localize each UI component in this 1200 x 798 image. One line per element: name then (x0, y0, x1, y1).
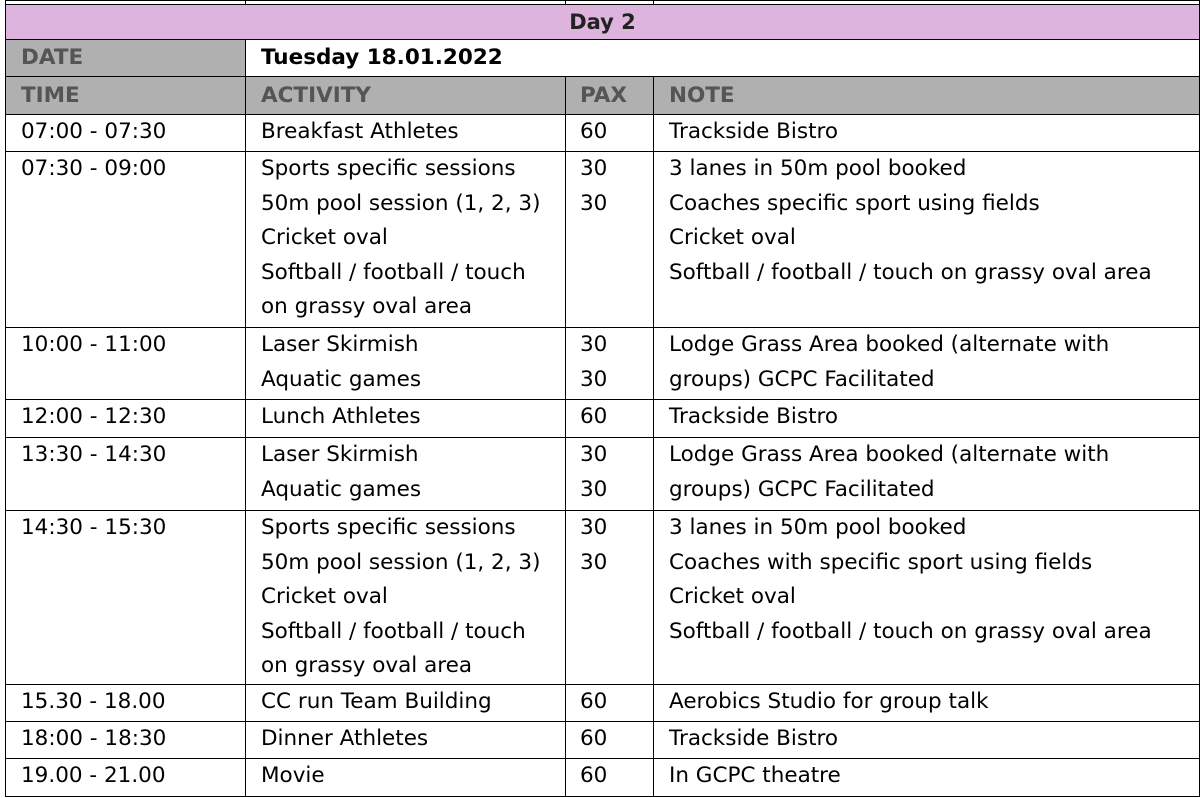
note-line: Coaches with specific sport using fields (669, 549, 1093, 575)
activity-line: Lunch Athletes (261, 404, 421, 429)
activity-line: 50m pool session (1, 2, 3) (261, 190, 541, 216)
date-value: Tuesday 18.01.2022 (246, 40, 1200, 77)
activity-line: Movie (261, 763, 325, 788)
note-line: 3 lanes in 50m pool booked (669, 515, 967, 540)
note-line: In GCPC theatre (669, 763, 841, 788)
date-label: DATE (6, 40, 246, 77)
pax-value: 60 (580, 763, 608, 788)
time-cell: 07:30 - 09:00 (6, 152, 246, 328)
activity-line: Aquatic games (261, 366, 422, 392)
pax-value: 30 (580, 156, 608, 181)
activity-cell (246, 328, 566, 400)
note-line: Coaches specific sport using fields (669, 190, 1040, 216)
note-line: Softball / football / touch on grassy oval area (669, 618, 1152, 644)
pax-value: 30 (580, 442, 608, 467)
activity-line: Breakfast Athletes (261, 119, 459, 144)
activity-line: 50m pool session (1, 2, 3) (261, 549, 541, 575)
note-cell (654, 115, 1200, 152)
date-row (6, 40, 1200, 77)
table-row (6, 115, 1200, 152)
activity-line: Sports specific sessions (261, 156, 516, 181)
note-cell (654, 685, 1200, 722)
pax-cell (566, 328, 654, 400)
pax-cell (566, 722, 654, 759)
pax-cell (566, 438, 654, 511)
time-cell: 12:00 - 12:30 (6, 400, 246, 438)
pax-value: 30 (580, 476, 608, 502)
table-row (6, 152, 1200, 328)
table-row (6, 511, 1200, 685)
note-cell (654, 328, 1200, 400)
pax-cell (566, 152, 654, 328)
time-cell: 19.00 - 21.00 (6, 759, 246, 797)
table-row (6, 759, 1200, 797)
pax-value: 60 (580, 689, 608, 714)
note-cell (654, 511, 1200, 685)
activity-line: Cricket oval (261, 225, 388, 251)
pax-value: 30 (580, 366, 608, 392)
activity-line: Laser Skirmish (261, 442, 419, 467)
note-line: Cricket oval (669, 584, 796, 610)
activity-line: Aquatic games (261, 476, 422, 502)
note-line: Trackside Bistro (669, 726, 839, 751)
note-line: Softball / football / touch on grassy oval area (669, 259, 1152, 285)
activity-line: Softball / football / touch (261, 618, 526, 644)
activity-cell (246, 511, 566, 685)
table-row (6, 722, 1200, 759)
note-line: Trackside Bistro (669, 404, 839, 429)
time-cell: 13:30 - 14:30 (6, 438, 246, 511)
table-row (6, 438, 1200, 511)
activity-line: CC run Team Building (261, 689, 492, 714)
activity-cell (246, 152, 566, 328)
activity-cell (246, 759, 566, 797)
note-line: Lodge Grass Area booked (alternate with (669, 332, 1110, 357)
table-row (6, 685, 1200, 722)
activity-line: Sports specific sessions (261, 515, 516, 540)
time-cell: 14:30 - 15:30 (6, 511, 246, 685)
activity-line: Softball / football / touch (261, 259, 526, 285)
header-time: TIME (6, 77, 246, 115)
time-cell: 15.30 - 18.00 (6, 685, 246, 722)
pax-value: 30 (580, 190, 608, 216)
pax-cell (566, 115, 654, 152)
table-row (6, 400, 1200, 438)
activity-line: on grassy oval area (261, 653, 473, 679)
pax-cell (566, 400, 654, 438)
pax-cell (566, 685, 654, 722)
note-line: Lodge Grass Area booked (alternate with (669, 442, 1110, 467)
note-line: 3 lanes in 50m pool booked (669, 156, 967, 181)
note-cell (654, 152, 1200, 328)
note-cell (654, 438, 1200, 511)
day-header-row (6, 5, 1200, 40)
pax-value: 60 (580, 404, 608, 429)
activity-line: Dinner Athletes (261, 726, 429, 751)
header-activity: ACTIVITY (246, 77, 566, 115)
pax-value: 60 (580, 119, 608, 144)
time-cell: 07:00 - 07:30 (6, 115, 246, 152)
note-line: groups) GCPC Facilitated (669, 476, 935, 502)
activity-cell (246, 685, 566, 722)
column-header-row (6, 77, 1200, 115)
note-line: Cricket oval (669, 225, 796, 251)
day-title: Day 2 (6, 5, 1200, 40)
note-cell (654, 400, 1200, 438)
note-cell (654, 759, 1200, 797)
table-row (6, 328, 1200, 400)
pax-cell (566, 759, 654, 797)
activity-line: on grassy oval area (261, 294, 473, 320)
activity-cell (246, 438, 566, 511)
pax-value: 30 (580, 515, 608, 540)
pax-value: 30 (580, 549, 608, 575)
pax-cell (566, 511, 654, 685)
schedule-sheet (5, 0, 1199, 797)
header-note: NOTE (654, 77, 1200, 115)
note-line: Aerobics Studio for group talk (669, 689, 989, 714)
activity-line: Laser Skirmish (261, 332, 419, 357)
time-cell: 10:00 - 11:00 (6, 328, 246, 400)
note-line: groups) GCPC Facilitated (669, 366, 935, 392)
pax-value: 60 (580, 726, 608, 751)
activity-cell (246, 400, 566, 438)
schedule-table (5, 0, 1200, 797)
note-line: Trackside Bistro (669, 119, 839, 144)
pax-value: 30 (580, 332, 608, 357)
note-cell (654, 722, 1200, 759)
activity-cell (246, 722, 566, 759)
activity-cell (246, 115, 566, 152)
header-pax: PAX (566, 77, 654, 115)
activity-line: Cricket oval (261, 584, 388, 610)
time-cell: 18:00 - 18:30 (6, 722, 246, 759)
